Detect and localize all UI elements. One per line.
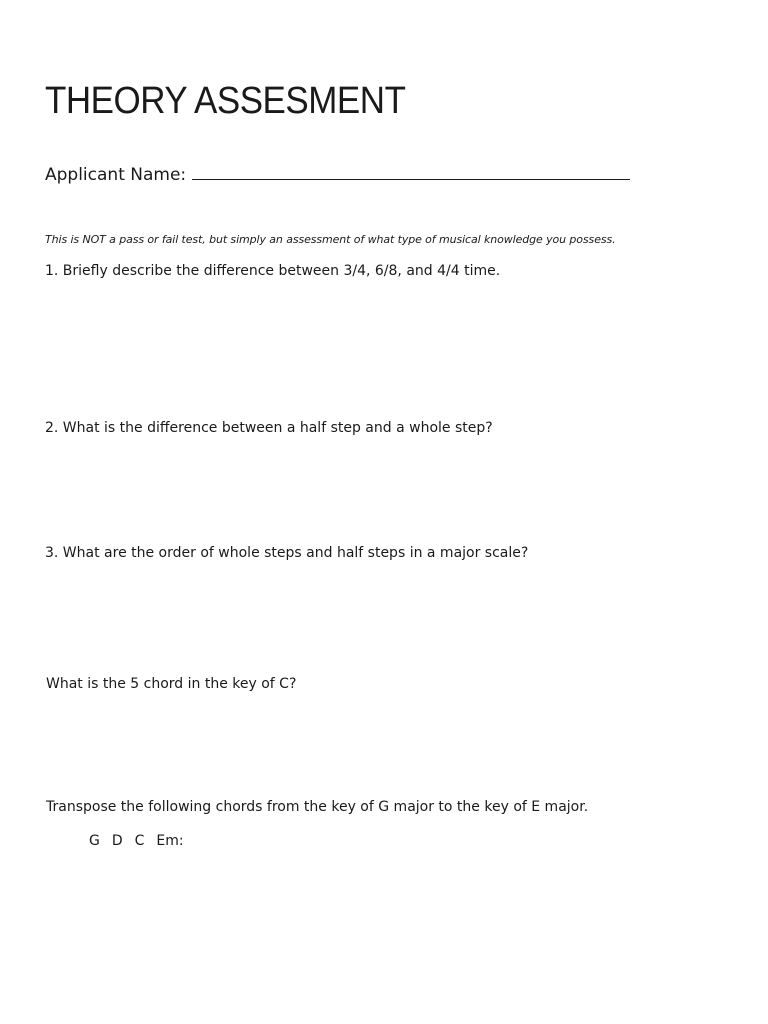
question-3: 3. What are the order of whole steps and half steps in a major scale?: [45, 545, 529, 561]
applicant-name-field[interactable]: [192, 165, 630, 180]
question-5: Transpose the following chords from the key of G major to the key of E major.: [46, 799, 589, 815]
chord-item: Em:: [156, 833, 184, 849]
question-4: What is the 5 chord in the key of C?: [46, 676, 297, 692]
question-1: 1. Briefly describe the difference between 3/4, 6/8, and 4/4 time.: [45, 263, 501, 279]
page-title: THEORY ASSESMENT: [45, 80, 406, 122]
applicant-name-row: [45, 165, 630, 185]
question-2: 2. What is the difference between a half step and a whole step?: [45, 420, 493, 436]
applicant-name-label: Applicant Name:: [45, 165, 187, 185]
chord-item: G: [89, 833, 100, 849]
chord-item: D: [111, 833, 123, 849]
chord-list: [89, 833, 184, 849]
chord-item: C: [134, 833, 145, 849]
disclaimer-text: This is NOT a pass or fail test, but simply an assessment of what type of musical knowledge you possess.: [45, 233, 616, 246]
